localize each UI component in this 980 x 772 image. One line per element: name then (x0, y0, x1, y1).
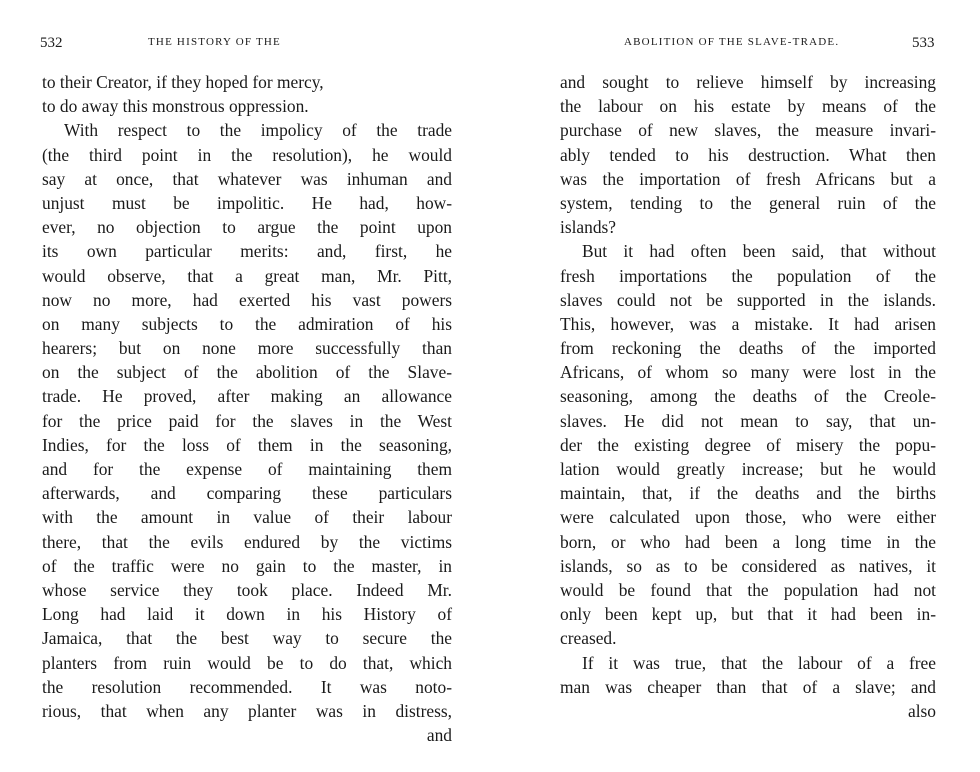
text-line: born, or who had been a long time in the (560, 531, 936, 552)
text-line: man was cheaper than that of a slave; and (560, 676, 936, 697)
text-line: islands, so as to be considered as natives, it (560, 555, 936, 576)
text-line: on the subject of the abolition of the Slave- (42, 362, 452, 383)
text-line: trade. He proved, after making an allowance (42, 386, 452, 407)
text-line: With respect to the impolicy of the trade (64, 120, 452, 141)
text-line: (the third point in the resolution), he would (42, 144, 452, 165)
text-line: islands? (560, 217, 617, 238)
text-line: there, that the evils endured by the victims (42, 531, 452, 552)
left-page-text (42, 70, 452, 747)
text-line: the resolution recommended. It was noto- (42, 676, 452, 697)
right-page (490, 0, 980, 772)
text-line: der the existing degree of misery the popu- (560, 434, 936, 455)
text-line: slaves. He did not mean to say, that un- (560, 410, 936, 431)
text-line: seasoning, among the deaths of the Creole- (560, 386, 936, 407)
text-line: to their Creator, if they hoped for mercy, (42, 72, 324, 92)
text-line: were calculated upon those, who were either (560, 507, 936, 528)
text-line: only been kept up, but that it had been in- (560, 604, 936, 625)
text-line: unjust must be impolitic. He had, how- (42, 192, 452, 213)
text-line: on many subjects to the admiration of his (42, 313, 452, 334)
text-line: rious, that when any planter was in distress, (42, 700, 452, 721)
text-line: ably tended to his destruction. What then (560, 144, 936, 165)
text-line: fresh importations the population of the (560, 265, 936, 286)
text-line: slaves could not be supported in the islands. (560, 289, 936, 310)
text-line: lation would greatly increase; but he would (560, 459, 936, 479)
text-line: Africans, of whom so many were lost in the (560, 362, 936, 383)
left-page-number: 532 (40, 35, 63, 51)
text-line: creased. (560, 628, 617, 649)
right-page-text (560, 70, 936, 723)
text-line: Long had laid it down in his History of (42, 604, 452, 625)
text-line: hearers; but on none more successfully than (42, 338, 452, 359)
text-line: for the price paid for the slaves in the West (42, 410, 452, 431)
text-line: would be found that the population had not (560, 579, 936, 600)
text-line: was the importation of fresh Africans but a (560, 168, 936, 189)
text-line: maintain, that, if the deaths and the births (560, 483, 936, 504)
text-line: Jamaica, that the best way to secure the (42, 628, 452, 649)
right-page-number: 533 (912, 35, 935, 51)
text-line: If it was true, that the labour of a free (582, 652, 936, 673)
text-line: system, tending to the general ruin of the (560, 192, 936, 213)
text-line: and sought to relieve himself by increasing (560, 72, 936, 92)
text-line: now no more, had exerted his vast powers (42, 289, 452, 310)
text-line: But it had often been said, that without (582, 241, 936, 262)
text-line: and for the expense of maintaining them (42, 459, 452, 479)
text-line: from reckoning the deaths of the imported (560, 338, 936, 359)
text-line: Indies, for the loss of them in the seasoning, (42, 434, 452, 455)
left-running-head: THE HISTORY OF THE (148, 36, 281, 48)
text-line: say at once, that whatever was inhuman and (42, 168, 452, 189)
text-line: ever, no objection to argue the point upon (42, 217, 452, 238)
text-line: to do away this monstrous oppression. (42, 96, 309, 117)
text-line: of the traffic were no gain to the master, in (42, 555, 452, 576)
text-line: its own particular merits: and, first, he (42, 241, 452, 262)
text-line: planters from ruin would be to do that, which (42, 652, 452, 673)
catchword: and (426, 725, 452, 746)
text-line: This, however, was a mistake. It had arisen (560, 313, 936, 334)
text-line: with the amount in value of their labour (42, 507, 452, 528)
catchword: also (907, 700, 936, 721)
text-line: afterwards, and comparing these particulars (42, 483, 452, 504)
text-line: purchase of new slaves, the measure invari- (560, 120, 936, 141)
text-line: the labour on his estate by means of the (560, 96, 936, 117)
text-line: would observe, that a great man, Mr. Pitt, (42, 265, 452, 286)
right-running-head: ABOLITION OF THE SLAVE-TRADE. (624, 36, 840, 48)
text-line: whose service they took place. Indeed Mr. (42, 579, 452, 600)
